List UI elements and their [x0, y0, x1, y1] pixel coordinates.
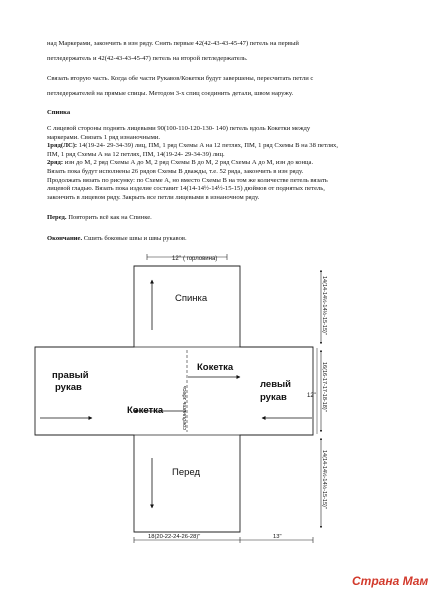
- finish-text: Сшить боковые швы и швы рукавов.: [82, 234, 187, 242]
- section-heading-back: Спинка: [47, 109, 71, 117]
- left-sleeve-label-2: рукав: [260, 392, 287, 403]
- text-line: закончить в лицевом ряду. Закрыть все петли лицевыми в изнаночном ряду.: [47, 193, 260, 201]
- right-sleeve-label-2: рукав: [55, 382, 82, 393]
- yoke-top-label: Кокетка: [197, 362, 234, 373]
- neck-label: ( горловина): [183, 256, 218, 262]
- finish-label: Окончание.: [47, 234, 83, 242]
- text-line: петледержателей на прямые спицы. Методом 3-х спиц соединить детали, швом наружу.: [47, 89, 294, 97]
- back-label: Спинка: [175, 293, 208, 304]
- right-sleeve-label-1: правый: [52, 370, 89, 381]
- watermark-text: Страна Мам: [352, 574, 429, 588]
- text-line: С лицевой стороны поднять лицевыми 90(100-110-120-130- 140) петель вдоль Кокетки между: [47, 124, 311, 132]
- watermark-logo: [352, 574, 428, 588]
- row-text: изн до М, 2 ряд Схемы А до М, 2 ряд Схемы В до М, 2 ряд Схемы А до М, изн до конца.: [63, 159, 314, 167]
- join-here-label: соединить здесь: [182, 385, 188, 430]
- row-text: 14(19-24- 29-34-39) лиц, ПМ, 1 ряд Схемы А на 12 петлях, ПМ, 1 ряд Схемы В на 38 петлях,: [77, 142, 338, 150]
- sleeve-width-label: 12": [307, 393, 316, 399]
- text-line: маркерами. Связать 1 ряд изнаночными.: [47, 133, 161, 141]
- front-label: Перед: [172, 467, 201, 478]
- text-line: Продолжать вязать по рисунку: по Схеме А, но вместо Схемы В на том же количестве петель вязать: [47, 176, 328, 184]
- text-line: петледержатель и 42(42-43-43-45-47) петель на второй петледержатель.: [47, 54, 248, 62]
- left-sleeve-label-1: левый: [260, 379, 291, 390]
- row-label: 1ряд(ЛС):: [47, 142, 78, 150]
- front-length-label: 14(14-14½-14½-15-15)": [321, 450, 327, 509]
- side-width-label: 13": [273, 534, 282, 540]
- row-label: 2ряд:: [47, 159, 64, 167]
- neck-width-label: 12": [172, 256, 181, 262]
- bottom-width-label: 18(20-22-24-26-28)": [148, 534, 201, 540]
- text-line: лицевой гладью. Вязать пока изделие составит 14(14-14½-14½-15-15) дюймов от поднятых петель,: [47, 185, 325, 193]
- text-line: Вязать пока будут исполнены 26 рядов Схемы В дважды, т.е. 52 ряда, закончить в изн ряду.: [47, 167, 304, 175]
- front-label: Перед.: [47, 214, 67, 222]
- text-line: над Маркерами, закончить в изн ряду. Снять первые 42(42-43-43-45-47) петель на первый: [47, 40, 299, 47]
- front-text: Повторить всё как на Спинке.: [66, 214, 152, 222]
- back-length-label: 14(14-14½-14½-15-15)": [321, 276, 327, 335]
- text-line: Связать вторую часть. Когда обе части Рукавов/Кокетки будут завершены, пересчитать петли с: [47, 75, 314, 83]
- yoke-bottom-label: Кокетка: [127, 405, 164, 416]
- yoke-length-label: 16(16-17-17-18-18)": [321, 362, 327, 412]
- text-line: ПМ, 1 ряд Схемы А на 12 петлях, ПМ, 14(19-24- 29-34-39) лиц.: [47, 150, 225, 158]
